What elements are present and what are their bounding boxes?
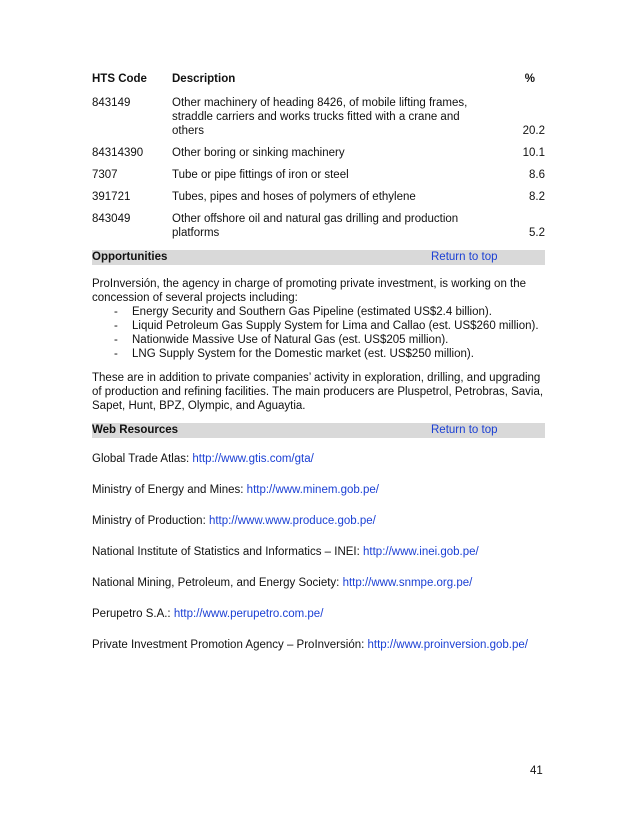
percent-cell: 10.1	[522, 147, 545, 159]
resource-item	[92, 483, 545, 497]
hts-code-cell: 7307	[92, 169, 118, 181]
bullet-dash: -	[114, 348, 118, 360]
bullet-dash: -	[114, 306, 118, 318]
project-text: LNG Supply System for the Domestic market (est. US$250 million).	[132, 348, 474, 360]
percent-cell: 8.6	[529, 169, 545, 181]
project-text: Nationwide Massive Use of Natural Gas (est. US$205 million).	[132, 334, 449, 346]
resource-link[interactable]: http://www.perupetro.com.pe/	[173, 608, 324, 620]
table-row	[92, 208, 545, 244]
resource-link[interactable]: http://www.gtis.com/gta/	[192, 453, 314, 465]
resource-item	[92, 576, 545, 590]
opportunities-heading: Opportunities	[92, 251, 168, 263]
percent-cell: 20.2	[522, 125, 545, 137]
table-header-row	[92, 72, 545, 92]
percent-cell: 5.2	[529, 227, 545, 239]
resource-label: Ministry of Production:	[92, 515, 209, 527]
document-page	[92, 72, 545, 669]
resource-link[interactable]: http://www.www.produce.gob.pe/	[208, 515, 376, 527]
table-row	[92, 164, 545, 186]
resource-link[interactable]: http://www.minem.gob.pe/	[246, 484, 379, 496]
description-cell: Tubes, pipes and hoses of polymers of ethylene	[172, 191, 416, 203]
resource-label: Global Trade Atlas:	[92, 453, 193, 465]
resource-label: Ministry of Energy and Mines:	[92, 484, 247, 496]
description-cell: Other boring or sinking machinery	[172, 147, 345, 159]
resource-link[interactable]: http://www.inei.gob.pe/	[363, 546, 479, 558]
project-text: Energy Security and Southern Gas Pipeline (estimated US$2.4 billion).	[132, 306, 492, 318]
resource-link[interactable]: http://www.snmpe.org.pe/	[342, 577, 473, 589]
resource-label: National Institute of Statistics and Informatics – INEI:	[92, 546, 364, 558]
project-list	[92, 305, 545, 361]
opportunities-closing: These are in addition to private companies’ activity in exploration, drilling, and upgrading of production and refining facilities. The main producers are Pluspetrol, Petrobras, Savia, Sapet, Hunt, BPZ, Olympic, and Aguaytia.	[92, 372, 544, 412]
resource-link[interactable]: http://www.proinversion.gob.pe/	[367, 639, 528, 651]
hts-table	[92, 72, 545, 244]
web-resources-heading: Web Resources	[92, 424, 179, 436]
table-row	[92, 92, 545, 142]
resource-label: National Mining, Petroleum, and Energy Society:	[92, 577, 343, 589]
hts-code-cell: 84314390	[92, 147, 144, 159]
header-description: Description	[172, 73, 236, 85]
hts-code-cell: 843049	[92, 213, 131, 225]
return-to-top-link[interactable]: Return to top	[431, 424, 498, 436]
resource-label: Perupetro S.A.:	[92, 608, 174, 620]
return-to-top-link[interactable]: Return to top	[431, 251, 498, 263]
opportunities-section-header	[92, 250, 545, 265]
description-cell: Other machinery of heading 8426, of mobile lifting frames, straddle carriers and works trucks fitted with a crane and others	[172, 97, 468, 137]
project-text: Liquid Petroleum Gas Supply System for Lima and Callao (est. US$260 million).	[132, 320, 539, 332]
resource-item	[92, 607, 545, 621]
page-number: 41	[530, 765, 543, 777]
bullet-dash: -	[114, 334, 118, 346]
hts-code-cell: 843149	[92, 97, 131, 109]
resource-item	[92, 545, 545, 559]
opportunities-body	[92, 277, 545, 413]
table-row	[92, 142, 545, 164]
description-cell: Tube or pipe fittings of iron or steel	[172, 169, 349, 181]
bullet-dash: -	[114, 320, 118, 332]
resource-item	[92, 514, 545, 528]
header-percent: %	[524, 73, 535, 85]
resource-label: Private Investment Promotion Agency – ProInversión:	[92, 639, 368, 651]
resource-item	[92, 638, 545, 652]
web-resources-section-header	[92, 423, 545, 438]
table-row	[92, 186, 545, 208]
list-item	[114, 347, 545, 361]
list-item	[114, 319, 545, 333]
header-hts-code: HTS Code	[92, 73, 147, 85]
percent-cell: 8.2	[529, 191, 545, 203]
list-item	[114, 305, 545, 319]
resource-item	[92, 452, 545, 466]
opportunities-intro: ProInversión, the agency in charge of promoting private investment, is working on the concession of several projects including:	[92, 278, 527, 304]
hts-code-cell: 391721	[92, 191, 131, 203]
list-item	[114, 333, 545, 347]
web-resources-list	[92, 452, 545, 652]
description-cell: Other offshore oil and natural gas drilling and production platforms	[172, 213, 459, 239]
